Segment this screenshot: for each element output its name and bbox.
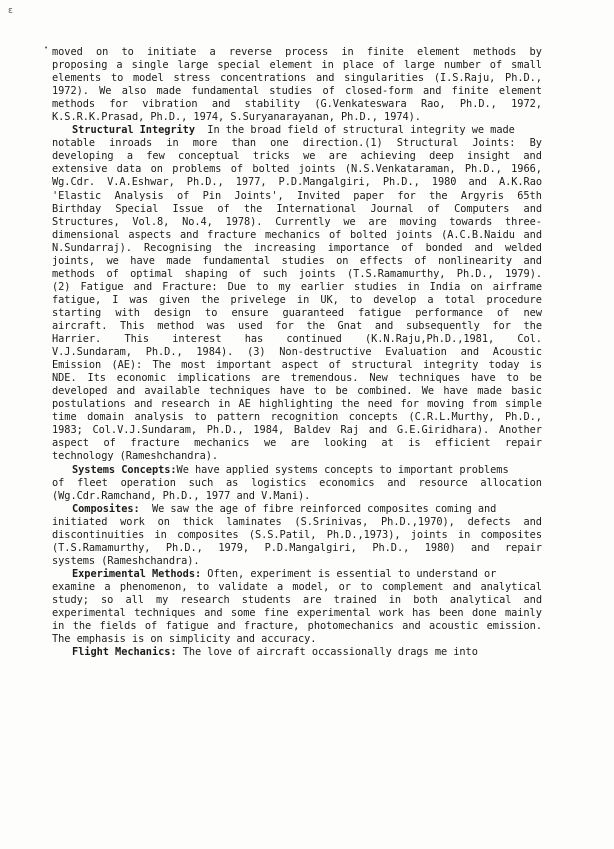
text-line: 1972). We also made fundamental studies of closed-form and finite element bbox=[52, 85, 542, 98]
text-line: (T.S.Ramamurthy, Ph.D., 1979, P.D.Mangalgiri, Ph.D., 1980) and repair bbox=[52, 541, 542, 554]
text-line: fatigue, I was given the privelege in UK, to develop a total procedure bbox=[52, 293, 542, 306]
text-line: N.Sundarraj). Recognising the increasing importance of bonded and welded bbox=[52, 241, 542, 254]
section-heading: Flight Mechanics: bbox=[72, 646, 177, 659]
section-heading: Systems Concepts: bbox=[72, 463, 177, 476]
text-line: examine a phenomenon, to validate a model, or to complement and analytical bbox=[52, 580, 542, 593]
section-heading: Composites: bbox=[72, 502, 140, 515]
corner-mark: ε bbox=[8, 6, 13, 16]
text-line: notable inroads in more than one direction.(1) Structural Joints: By bbox=[52, 137, 542, 150]
line-text: (Wg.Cdr.Ramchand, Ph.D., 1977 and V.Mani). bbox=[52, 489, 311, 502]
text-line bbox=[52, 503, 542, 516]
text-line: V.J.Sundaram, Ph.D., 1984). (3) Non-destructive Evaluation and Acoustic bbox=[52, 346, 542, 359]
line-text: We saw the age of fibre reinforced composites coming and bbox=[139, 502, 497, 515]
text-line: developing a few conceptual tricks we are achieving deep insight and bbox=[52, 150, 542, 163]
text-line bbox=[52, 124, 542, 137]
text-line: Structures, Vol.8, No.4, 1978). Currently we are moving towards three- bbox=[52, 215, 542, 228]
text-line: discontinuities in composites (S.S.Patil, Ph.D.,1973), joints in composites bbox=[52, 528, 542, 541]
text-line: of fleet operation such as logistics economics and resource allocation bbox=[52, 476, 542, 489]
section-heading: Structural Integrity bbox=[72, 124, 195, 137]
line-text: K.S.R.K.Prasad, Ph.D., 1974, S.Suryanarayanan, Ph.D., 1974). bbox=[52, 111, 421, 124]
text-line: Wg.Cdr. V.A.Eshwar, Ph.D., 1977, P.D.Mangalgiri, Ph.D., 1980 and A.K.Rao bbox=[52, 176, 542, 189]
text-line: Emission (AE): The most important aspect of structural integrity today is bbox=[52, 359, 542, 372]
text-line: time domain analysis to pattern recognition concepts (C.R.L.Murthy, Ph.D., bbox=[52, 411, 542, 424]
paragraph bbox=[52, 464, 542, 503]
text-line bbox=[52, 450, 542, 463]
text-line: proposing a single large special element in place of large number of small bbox=[52, 59, 542, 72]
text-line: starting with design to ensure guaranteed fatigue performance of new bbox=[52, 306, 542, 319]
text-line: methods of optimal shaping of such joints (T.S.Ramamurthy, Ph.D., 1979). bbox=[52, 267, 542, 280]
line-text: Often, experiment is essential to understand or bbox=[201, 567, 497, 580]
paragraph bbox=[52, 124, 542, 463]
paragraph bbox=[52, 568, 542, 646]
text-line: Harrier. This interest has continued (K.N.Raju,Ph.D.,1981, Col. bbox=[52, 333, 542, 346]
text-line: initiated work on thick laminates (S.Srinivas, Ph.D.,1970), defects and bbox=[52, 515, 542, 528]
text-line: 1983; Col.V.J.Sundaram, Ph.D., 1984, Baldev Raj and G.E.Giridhara). Another bbox=[52, 424, 542, 437]
text-line: (2) Fatigue and Fracture: Due to my earlier studies in India on airframe bbox=[52, 280, 542, 293]
text-line: joints, we have made fundamental studies on effects of nonlinearity and bbox=[52, 254, 542, 267]
line-text: systems (Rameshchandra). bbox=[52, 554, 200, 567]
text-line: experimental techniques and some fine experimental work has been done mainly bbox=[52, 607, 542, 620]
line-text: technology (Rameshchandra). bbox=[52, 450, 219, 463]
text-line: developed and available techniques have to be combined. We have made basic bbox=[52, 385, 542, 398]
paragraph bbox=[52, 46, 542, 124]
section-heading: Experimental Methods: bbox=[72, 567, 202, 580]
line-text: In the broad field of structural integrity we made bbox=[195, 124, 515, 137]
paragraph bbox=[52, 646, 542, 659]
text-line: moved on to initiate a reverse process in finite element methods by bbox=[52, 46, 542, 58]
text-line bbox=[52, 464, 542, 477]
text-line bbox=[52, 646, 542, 659]
text-line bbox=[52, 111, 542, 124]
text-line bbox=[52, 568, 542, 581]
paragraph bbox=[52, 503, 542, 568]
text-line: postulations and research in AE highlighting the need for moving from simple bbox=[52, 398, 542, 411]
line-text: The love of aircraft occassionally drags me into bbox=[176, 646, 478, 659]
line-text: We have applied systems concepts to important problems bbox=[176, 463, 509, 476]
text-line: study; so all my research students are trained in both analytical and bbox=[52, 593, 542, 606]
bullet-mark: • bbox=[44, 44, 49, 52]
text-line: extensive data on problems of bolted joints (N.S.Venkataraman, Ph.D., 1966, bbox=[52, 163, 542, 176]
text-line bbox=[52, 633, 542, 646]
text-line: aspect of fracture mechanics we are looking at is efficient repair bbox=[52, 437, 542, 450]
text-line bbox=[52, 490, 542, 503]
text-line: 'Elastic Analysis of Pin Joints', Invited paper for the Argyris 65th bbox=[52, 189, 542, 202]
text-line: aircraft. This method was used for the Gnat and subsequently for the bbox=[52, 319, 542, 332]
text-line bbox=[52, 555, 542, 568]
text-line: Birthday Special Issue of the International Journal of Computers and bbox=[52, 202, 542, 215]
text-line: dimensional aspects and fracture mechanics of bolted joints (A.C.B.Naidu and bbox=[52, 228, 542, 241]
line-text: The emphasis is on simplicity and accuracy. bbox=[52, 633, 317, 646]
text-line: elements to model stress concentrations and singularities (I.S.Raju, Ph.D., bbox=[52, 72, 542, 85]
text-line: in the fields of fatigue and fracture, photomechanics and acoustic emission. bbox=[52, 620, 542, 633]
text-line: methods for vibration and stability (G.Venkateswara Rao, Ph.D., 1972, bbox=[52, 98, 542, 111]
body-text bbox=[52, 46, 542, 659]
text-line: NDE. Its economic implications are tremendous. New techniques have to be bbox=[52, 372, 542, 385]
